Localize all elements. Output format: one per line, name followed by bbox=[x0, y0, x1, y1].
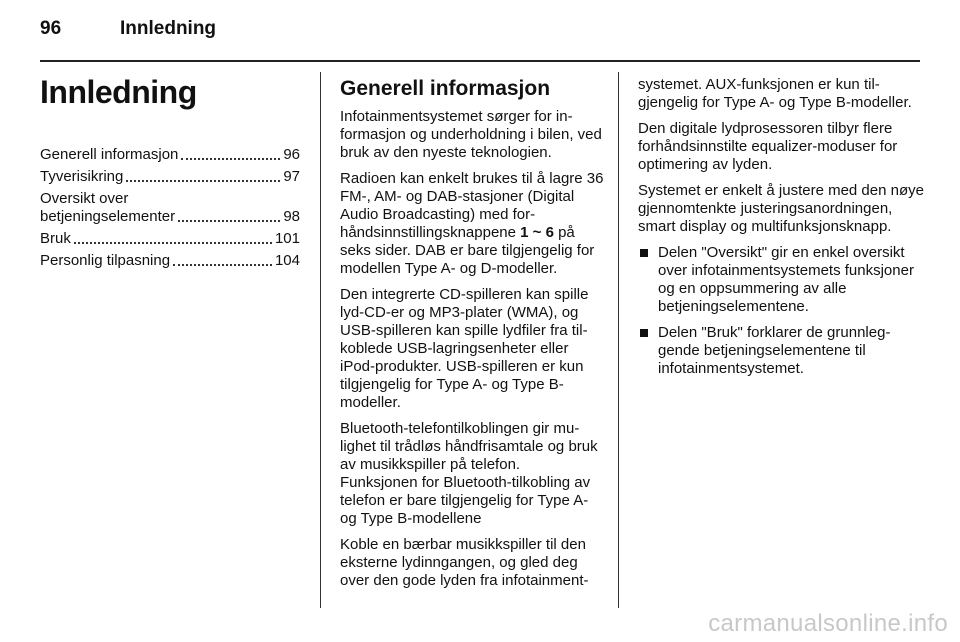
toc-entry-title: Personlig tilpasning bbox=[40, 252, 171, 269]
square-bullet-icon bbox=[640, 329, 648, 337]
toc-entry-page: 97 bbox=[283, 168, 300, 185]
toc-entry-title: Oversikt over betjeningselementer bbox=[40, 190, 176, 225]
toc-entry-page: 104 bbox=[274, 252, 300, 269]
toc-entry-page: 98 bbox=[283, 208, 300, 225]
body-column-right bbox=[638, 76, 924, 386]
paragraph-text: på seks sider. DAB er bare tilgjengelig for modellen Type A- og D-modeller. bbox=[340, 224, 595, 277]
toc-leader-dots bbox=[126, 180, 280, 182]
column-divider bbox=[618, 72, 619, 608]
column-divider bbox=[320, 72, 321, 608]
running-header-title: Innledning bbox=[120, 18, 217, 39]
watermark: carmanualsonline.info bbox=[708, 610, 948, 637]
paragraph: systemet. AUX-funksjonen er kun tilgjengelig for Type A- og Type B-modeller. bbox=[638, 76, 912, 111]
paragraph bbox=[340, 170, 606, 278]
paragraph-text: Radioen kan enkelt brukes til å lagre 36 FM-, AM- og DAB-stasjoner (Digital Audio Broadcasting) med forhåndsinnstillingsknappene bbox=[340, 170, 604, 241]
paragraph: Bluetooth-telefontilkoblingen gir mulighet til trådløs håndfrisamtale og bruk av musikkspiller på telefon. bbox=[340, 420, 598, 473]
body-column-middle bbox=[340, 76, 606, 598]
toc-leader-dots bbox=[173, 264, 272, 266]
paragraph: Infotainmentsystemet sørger for informasjon og underholdning i bilen, ved bruk av den nyeste teknologien. bbox=[340, 108, 602, 161]
preset-buttons-label: 1 ~ 6 bbox=[520, 224, 554, 241]
section-heading: Generell informasjon bbox=[340, 77, 551, 100]
table-of-contents bbox=[40, 146, 300, 270]
paragraph: Funksjonen for Bluetooth-tilkobling av telefon er bare tilgjengelig for Type A- og Type B-modellene bbox=[340, 474, 591, 527]
page-header bbox=[40, 18, 920, 48]
toc-entry-tyverisikring[interactable] bbox=[40, 168, 300, 186]
toc-entry-page: 96 bbox=[283, 146, 300, 163]
bullet-text: Delen "Bruk" forklarer de grunnleggende betjeningselementene til infotainmentsystemet. bbox=[658, 324, 891, 377]
bullet-item bbox=[638, 244, 924, 316]
bullet-text: Delen "Oversikt" gir en enkel oversikt over infotainmentsystemets funksjoner og en oppsummering av alle betjeningselementene. bbox=[658, 244, 914, 315]
paragraph: Systemet er enkelt å justere med den nøye gjennomtenkte justeringsanordningen, smart display og multifunksjonsknapp. bbox=[638, 182, 924, 235]
page-number: 96 bbox=[40, 18, 62, 39]
paragraph: Den integrerte CD-spilleren kan spille lyd-CD-er og MP3-plater (WMA), og USB-spilleren kan spille lydfiler fra tilkoblede USB-lagringsenheter eller iPod-produkter. USB-spilleren er kun tilgjengelig for Type A- og Type B-modeller. bbox=[340, 286, 589, 411]
paragraph: Koble en bærbar musikkspiller til den eksterne lydinngangen, og gled deg over den gode lyden fra infotainment- bbox=[340, 536, 589, 589]
toc-entry-title: Bruk bbox=[40, 230, 71, 247]
toc-leader-dots bbox=[181, 158, 280, 160]
toc-column bbox=[40, 72, 300, 274]
toc-leader-dots bbox=[178, 220, 280, 222]
header-rule bbox=[40, 60, 920, 62]
square-bullet-icon bbox=[640, 249, 648, 257]
chapter-title: Innledning bbox=[40, 74, 197, 110]
bullet-item bbox=[638, 324, 924, 378]
paragraph: Den digitale lydprosessoren tilbyr flere forhåndsinnstilte equalizer-moduser for optimering av lyden. bbox=[638, 120, 898, 173]
bullet-list bbox=[638, 244, 924, 378]
toc-entry-page: 101 bbox=[274, 230, 300, 247]
toc-entry-title: Generell informasjon bbox=[40, 146, 179, 163]
toc-entry-personlig-tilpasning[interactable] bbox=[40, 252, 300, 270]
toc-entry-generell-informasjon[interactable] bbox=[40, 146, 300, 164]
toc-leader-dots bbox=[74, 242, 272, 244]
toc-entry-title: Tyverisikring bbox=[40, 168, 124, 185]
toc-entry-bruk[interactable] bbox=[40, 230, 300, 248]
toc-entry-oversikt[interactable] bbox=[40, 190, 300, 226]
